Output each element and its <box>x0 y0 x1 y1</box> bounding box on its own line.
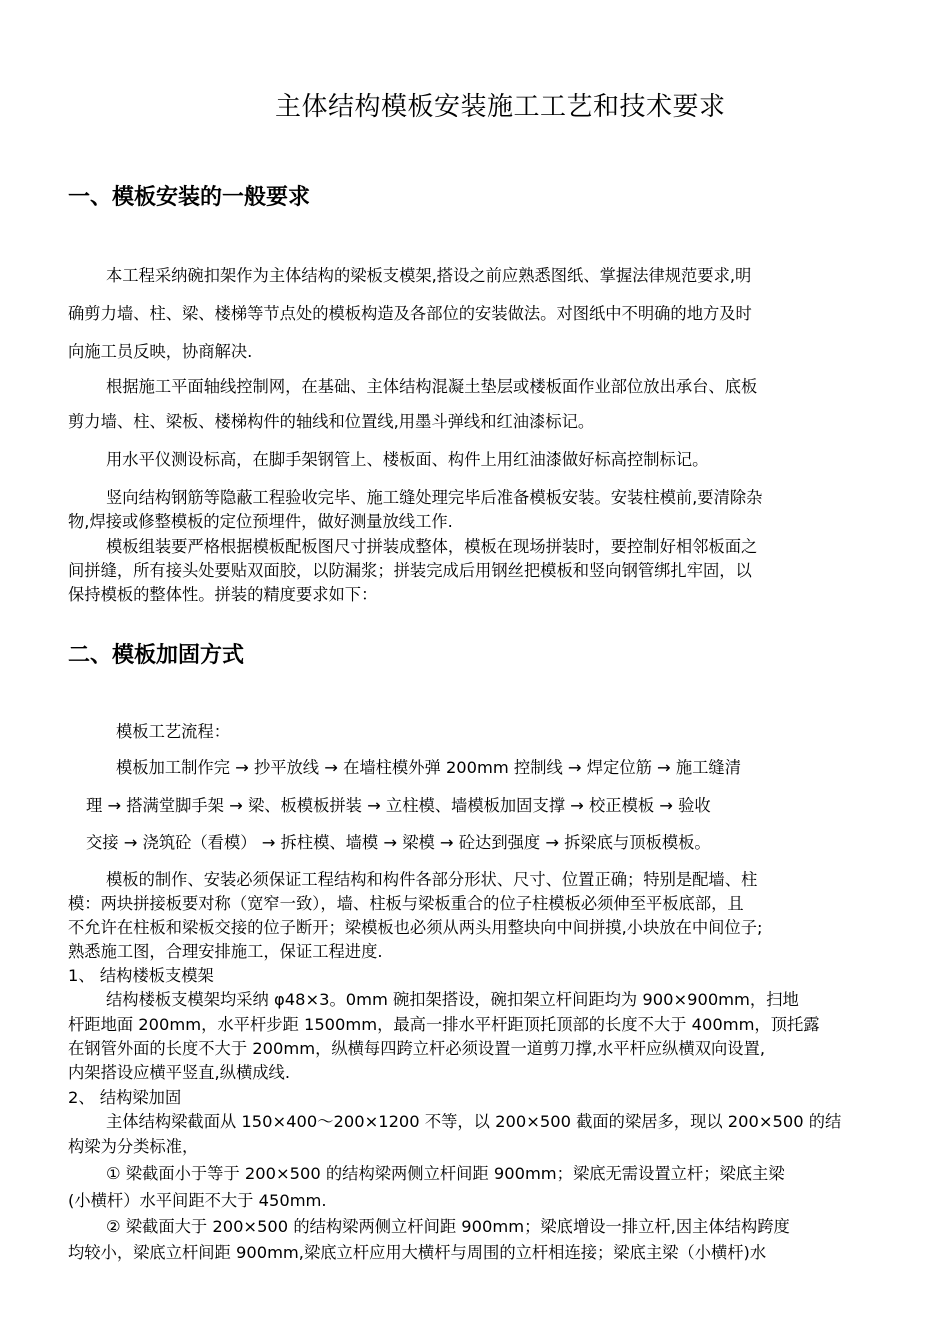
text-line: 熟悉施工图，合理安排施工，保证工程进度. <box>68 942 383 961</box>
text-line: 确剪力墙、柱、梁、楼梯等节点处的模板构造及各部位的安装做法。对图纸中不明确的地方及时 <box>68 304 752 323</box>
text-line: 杆距地面 200mm，水平杆步距 1500mm，最高一排水平杆距顶托顶部的长度不大于 400mm，顶托露 <box>68 1015 820 1034</box>
text-line: 均较小，梁底立杆间距 900mm,梁底立杆应用大横杆与周围的立杆相连接；梁底主梁（小横杆)水 <box>68 1243 767 1262</box>
section-heading-2: 二、模板加固方式 <box>68 643 245 668</box>
text-line: 不允许在柱板和梁板交接的位子断开；梁模板也必须从两头用整块向中间拼摸,小块放在中间位子; <box>68 918 763 937</box>
text-line: 向施工员反映，协商解决. <box>68 342 253 361</box>
page-title: 主体结构模板安装施工工艺和技术要求 <box>275 92 726 122</box>
text-line: 主体结构梁截面从 150×400～200×1200 不等，以 200×500 截面的梁居多，现以 200×500 的结 <box>106 1112 842 1131</box>
section-heading-1: 一、模板安装的一般要求 <box>68 185 311 210</box>
text-line: 结构楼板支模架均采纳 φ48×3。0mm 碗扣架搭设，碗扣架立杆间距均为 900×900mm，扫地 <box>106 990 799 1009</box>
flow-line: 模板加工制作完 → 抄平放线 → 在墙柱模外弹 200mm 控制线 → 焊定位筋 → 施工缝清 <box>116 758 741 777</box>
text-line: 剪力墙、柱、梁板、楼梯构件的轴线和位置线,用墨斗弹线和红油漆标记。 <box>68 412 595 431</box>
text-line: 在钢管外面的长度不大于 200mm，纵横每四跨立杆必须设置一道剪刀撑,水平杆应纵横双向设置, <box>68 1039 766 1058</box>
flow-line: 交接 → 浇筑砼（看模） → 拆柱模、墙模 → 梁模 → 砼达到强度 → 拆梁底与顶板模板。 <box>86 833 711 852</box>
text-line: 竖向结构钢筋等隐蔽工程验收完毕、施工缝处理完毕后准备模板安装。安装柱模前,要清除杂 <box>106 488 763 507</box>
text-line: ② 梁截面大于 200×500 的结构梁两侧立杆间距 900mm；梁底增设一排立杆,因主体结构跨度 <box>106 1217 790 1236</box>
text-line: 保持模板的整体性。拼装的精度要求如下： <box>68 585 378 604</box>
text-line: 内架搭设应横平竖直,纵横成线. <box>68 1063 291 1082</box>
subheading: 2、 结构梁加固 <box>68 1088 182 1107</box>
text-line: 物,焊接或修整模板的定位预埋件，做好测量放线工作. <box>68 512 453 531</box>
text-line: ① 梁截面小于等于 200×500 的结构梁两侧立杆间距 900mm；梁底无需设置立杆；梁底主梁 <box>106 1164 785 1183</box>
text-line: 构梁为分类标准， <box>68 1137 199 1156</box>
flow-label: 模板工艺流程： <box>116 722 230 741</box>
text-line: 根据施工平面轴线控制网，在基础、主体结构混凝土垫层或楼板面作业部位放出承台、底板 <box>106 377 758 396</box>
text-line: (小横杆）水平间距不大于 450mm. <box>68 1191 327 1210</box>
text-line: 用水平仪测设标高，在脚手架钢管上、楼板面、构件上用红油漆做好标高控制标记。 <box>106 450 709 469</box>
text-line: 模：两块拼接板要对称（宽窄一致），墙、柱板与梁板重合的位子柱模板必须伸至平板底部，且 <box>68 894 744 913</box>
flow-line: 理 → 搭满堂脚手架 → 梁、板模板拼装 → 立柱模、墙模板加固支撑 → 校正模板 → 验收 <box>86 796 711 815</box>
text-line: 本工程采纳碗扣架作为主体结构的梁板支模架,搭设之前应熟悉图纸、掌握法律规范要求,明 <box>106 266 752 285</box>
subheading: 1、 结构楼板支模架 <box>68 966 214 985</box>
text-line: 模板的制作、安装必须保证工程结构和构件各部分形状、尺寸、位置正确；特别是配墙、柱 <box>106 870 758 889</box>
text-line: 间拼缝，所有接头处要贴双面胶，以防漏浆；拼装完成后用钢丝把模板和竖向钢管绑扎牢固，以 <box>68 561 752 580</box>
text-line: 模板组装要严格根据模板配板图尺寸拼装成整体，模板在现场拼装时，要控制好相邻板面之 <box>106 537 758 556</box>
